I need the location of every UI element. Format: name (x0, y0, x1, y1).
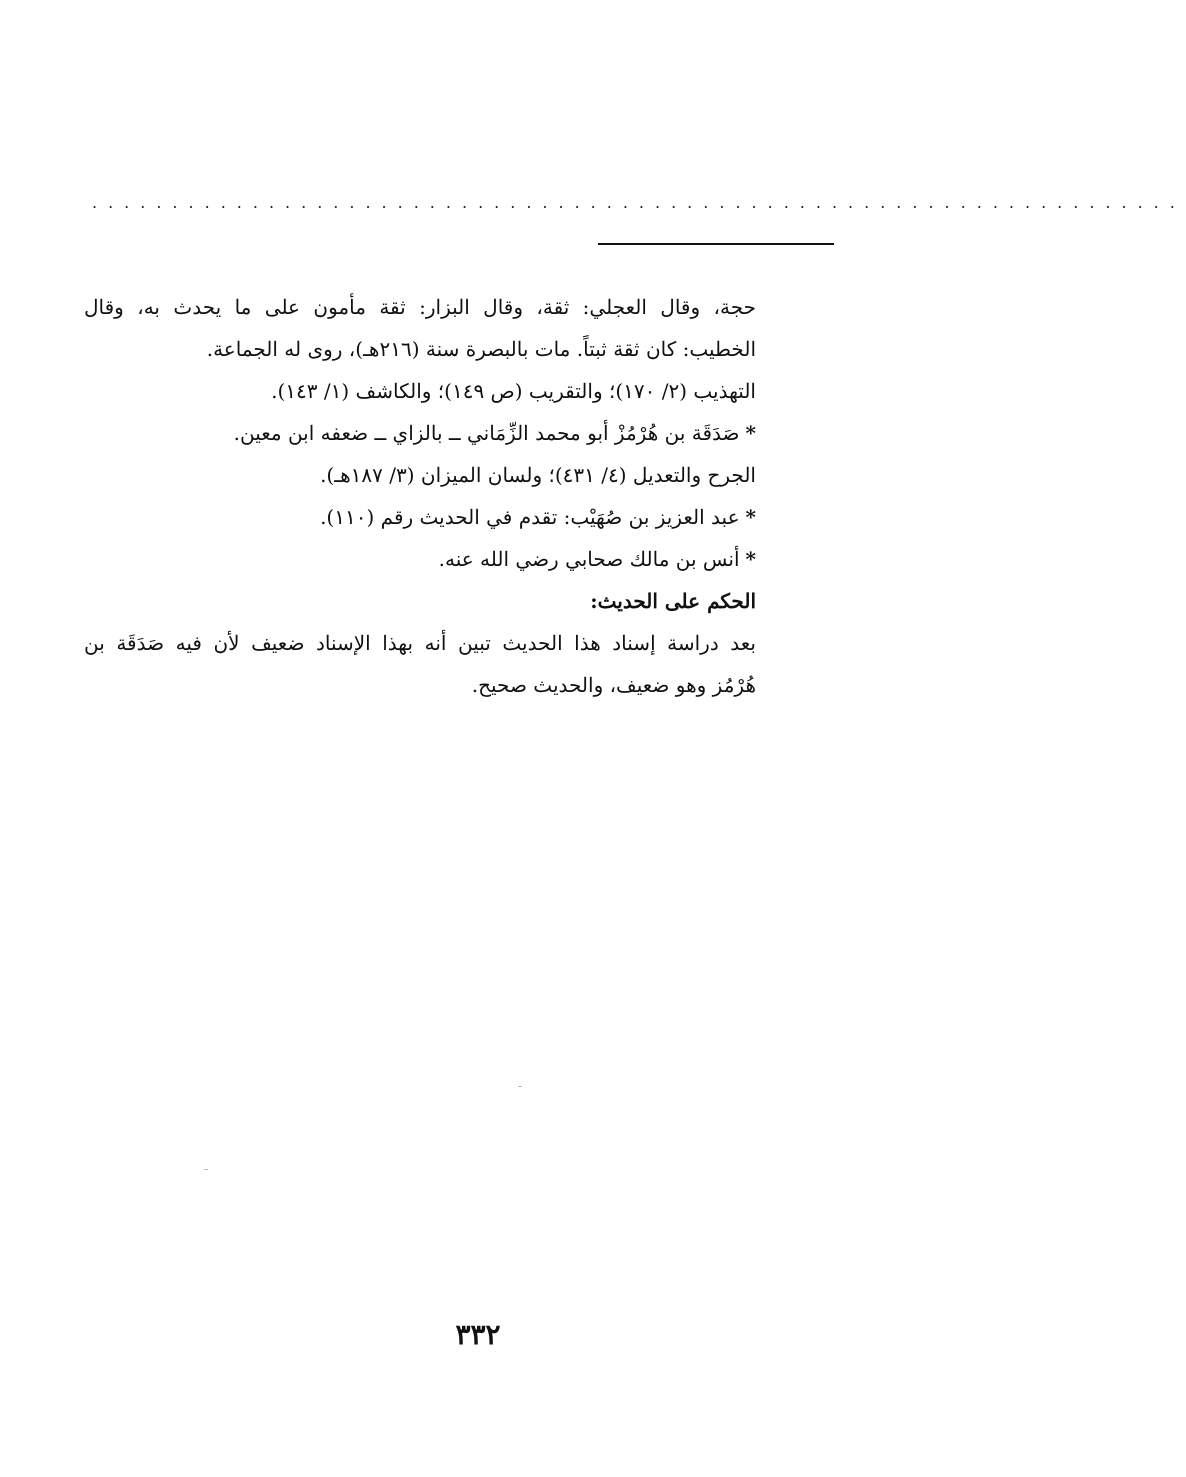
narrator-entry-text: عبد العزيز بن صُهَيْب: تقدم في الحديث رقم (١١٠). (320, 505, 740, 529)
ruling-text-line-2: هُرْمُز وهو ضعيف، والحديث صحيح. (471, 673, 756, 697)
section-heading-ruling: الحكم على الحديث: (590, 589, 756, 613)
narrator-entry-anas (84, 538, 756, 580)
scan-speck (204, 1169, 208, 1170)
bullet-star-icon: * (745, 505, 756, 529)
text-line-3: التهذيب (٢/ ١٧٠)؛ والتقريب (ص ١٤٩)؛ والكاشف (١/ ١٤٣). (271, 379, 756, 403)
scan-speck (518, 1086, 522, 1087)
narrator-entry-abdulaziz (84, 496, 756, 538)
text-line-2: الخطيب: كان ثقة ثبتاً. مات بالبصرة سنة (٢١٦هـ)، روى له الجماعة. (206, 337, 756, 361)
page-body-text (84, 286, 756, 706)
narrator-entry-text: أنس بن مالك صحابي رضي الله عنه. (438, 547, 740, 571)
footnote-rule (598, 243, 834, 245)
text-line-5: الجرح والتعديل (٤/ ٤٣١)؛ ولسان الميزان (٣/ ١٨٧هـ). (320, 463, 756, 487)
narrator-entry-sadaqa (84, 412, 756, 454)
bullet-star-icon: * (745, 547, 756, 571)
narrator-entry-text: صَدَقَة بن هُرْمُزْ أبو محمد الزِّمَاني ــ بالزاي ــ ضعفه ابن معين. (233, 421, 740, 445)
bullet-star-icon: * (745, 421, 756, 445)
ruling-text-line-1: بعد دراسة إسناد هذا الحديث تبين أنه بهذا الإسناد ضعيف لأن فيه صَدَقَة بن (84, 631, 756, 655)
dotted-separator: .................................................................... (92, 193, 1186, 212)
page-number: ٣٣٢ (455, 1318, 501, 1351)
text-line-1: حجة، وقال العجلي: ثقة، وقال البزار: ثقة مأمون على ما يحدث به، وقال (84, 295, 756, 319)
